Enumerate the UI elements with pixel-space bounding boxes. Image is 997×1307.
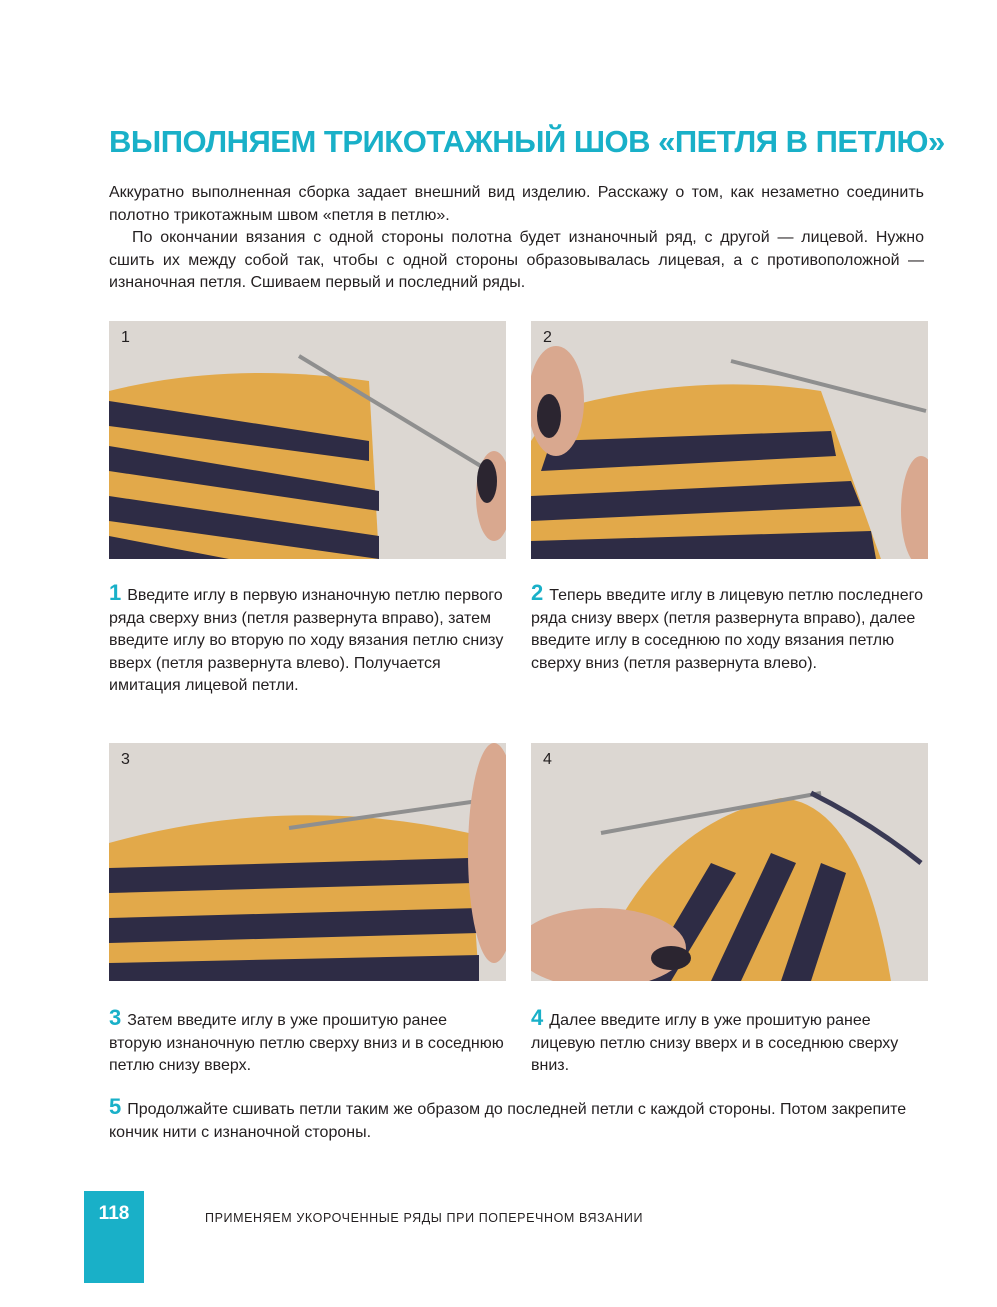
page-number: 118 [98, 1203, 130, 1224]
page-number-tab [84, 1191, 144, 1283]
step-text: Введите иглу в первую изнаночную петлю первого ряда сверху вниз (петля развернута вправо), затем введите иглу во вторую по ходу вязания петлю снизу вверх (петля развернута влево). Получается имитация лицевой петли. [109, 587, 504, 694]
intro-text [109, 182, 924, 295]
step-number: 2 [531, 580, 544, 605]
step-text: Теперь введите иглу в лицевую петлю последнего ряда снизу вверх (петля развернута вправо), далее введите иглу в соседнюю по ходу вязания петлю сверху вниз (петля развернута влево). [531, 587, 923, 672]
step-2 [531, 582, 929, 675]
photo-number: 1 [121, 329, 130, 346]
photo-step-4 [531, 743, 928, 981]
photo-step-3 [109, 743, 506, 981]
photo-number: 3 [121, 751, 130, 768]
step-3 [109, 1007, 504, 1078]
running-footer: ПРИМЕНЯЕМ УКОРОЧЕННЫЕ РЯДЫ ПРИ ПОПЕРЕЧНОМ ВЯЗАНИИ [205, 1211, 644, 1225]
step-text: Затем введите иглу в уже прошитую ранее вторую изнаночную петлю сверху вниз и в соседнюю петлю снизу вверх. [109, 1012, 504, 1074]
step-number: 1 [109, 580, 122, 605]
photo-step-2 [531, 321, 928, 559]
step-number: 5 [109, 1094, 122, 1119]
step-5 [109, 1096, 929, 1144]
intro-paragraph-2: По окончании вязания с одной стороны полотна будет изнаночный ряд, с другой — лицевой. Нужно сшить их между собой так, чтобы с одной стороны образовывалась лицевая, а с противоположной — изнаночная петля. Сшиваем первый и последний ряды. [109, 229, 924, 291]
step-text: Далее введите иглу в уже прошитую ранее лицевую петлю снизу вверх и в соседнюю сверху вниз. [531, 1012, 899, 1074]
photo-number: 2 [543, 329, 552, 346]
step-text: Продолжайте сшивать петли таким же образом до последней петли с каждой стороны. Потом закрепите кончик нити с изнаночной стороны. [109, 1101, 907, 1141]
photo-number: 4 [543, 751, 552, 768]
step-number: 4 [531, 1005, 544, 1030]
intro-paragraph-1: Аккуратно выполненная сборка задает внешний вид изделию. Расскажу о том, как незаметно соединить полотно трикотажным швом «петля в петлю». [109, 184, 924, 224]
step-1 [109, 582, 504, 698]
page-title: ВЫПОЛНЯЕМ ТРИКОТАЖНЫЙ ШОВ «ПЕТЛЯ В ПЕТЛЮ» [109, 124, 945, 159]
step-4 [531, 1007, 929, 1078]
step-number: 3 [109, 1005, 122, 1030]
photo-step-1 [109, 321, 506, 559]
